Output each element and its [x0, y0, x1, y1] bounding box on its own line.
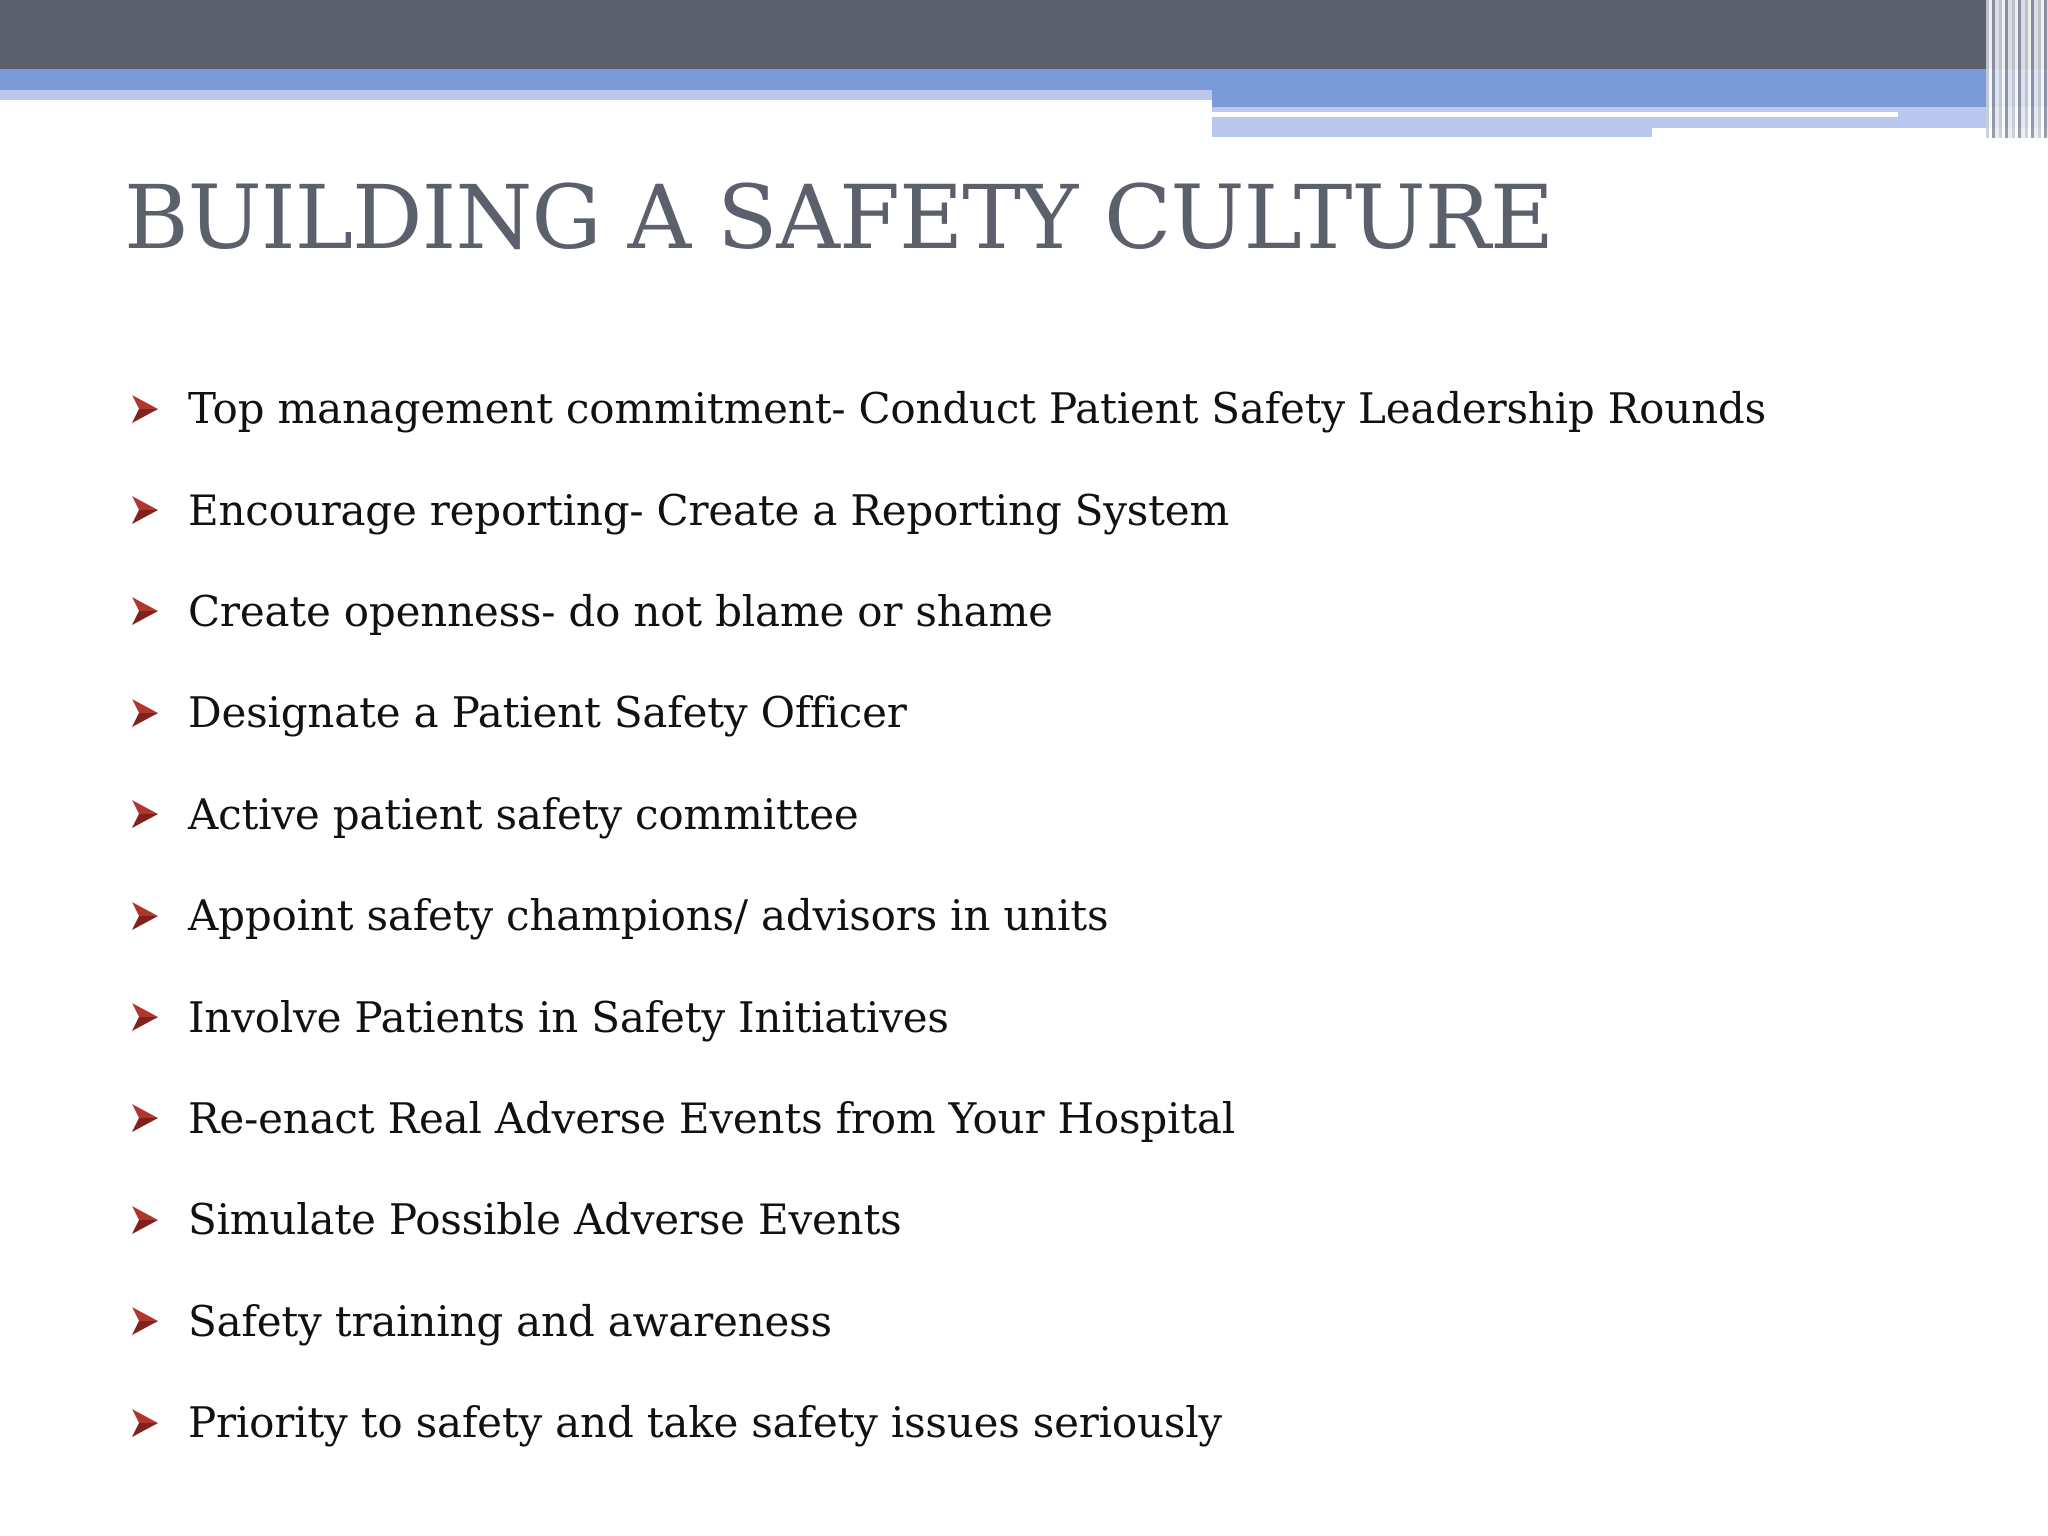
header-white-line [1212, 112, 1898, 117]
arrowhead-bullet-icon [130, 1098, 188, 1138]
bullet-list [130, 358, 1766, 1473]
bullet-text: Designate a Patient Safety Officer [188, 688, 907, 738]
bullet-text: Re-enact Real Adverse Events from Your Hospital [188, 1093, 1236, 1143]
bullet-text: Safety training and awareness [188, 1296, 832, 1346]
header-dark-bar [0, 0, 2048, 69]
bullet-item [130, 1271, 1766, 1372]
arrowhead-bullet-icon [130, 1403, 188, 1443]
header-blue-bar-right [1212, 69, 2048, 107]
bullet-text: Create openness- do not blame or shame [188, 586, 1053, 636]
arrowhead-bullet-icon [130, 997, 188, 1037]
arrowhead-bullet-icon [130, 896, 188, 936]
arrowhead-bullet-icon [130, 591, 188, 631]
bullet-text: Priority to safety and take safety issues seriously [188, 1398, 1222, 1448]
bullet-text: Top management commitment- Conduct Patient Safety Leadership Rounds [188, 384, 1766, 434]
bullet-item [130, 662, 1766, 763]
bullet-item [130, 764, 1766, 865]
bullet-item [130, 865, 1766, 966]
bullet-item [130, 1169, 1766, 1270]
arrowhead-bullet-icon [130, 693, 188, 733]
bullet-item [130, 459, 1766, 560]
bullet-text: Simulate Possible Adverse Events [188, 1195, 902, 1245]
arrowhead-bullet-icon [130, 490, 188, 530]
bullet-item [130, 561, 1766, 662]
bullet-text: Appoint safety champions/ advisors in units [188, 891, 1109, 941]
header-blue-bar-left [0, 69, 1212, 90]
bullet-text: Encourage reporting- Create a Reporting System [188, 485, 1230, 535]
header-stripes [1986, 0, 2048, 138]
arrowhead-bullet-icon [130, 389, 188, 429]
slide-title: BUILDING A SAFETY CULTURE [124, 166, 1554, 269]
arrowhead-bullet-icon [130, 794, 188, 834]
bullet-item [130, 358, 1766, 459]
bullet-text: Involve Patients in Safety Initiatives [188, 992, 949, 1042]
bullet-text: Active patient safety committee [188, 789, 859, 839]
arrowhead-bullet-icon [130, 1301, 188, 1341]
arrowhead-bullet-icon [130, 1200, 188, 1240]
bullet-item [130, 1068, 1766, 1169]
bullet-item [130, 966, 1766, 1067]
header-light-bar-left [0, 90, 1212, 100]
bullet-item [130, 1372, 1766, 1473]
